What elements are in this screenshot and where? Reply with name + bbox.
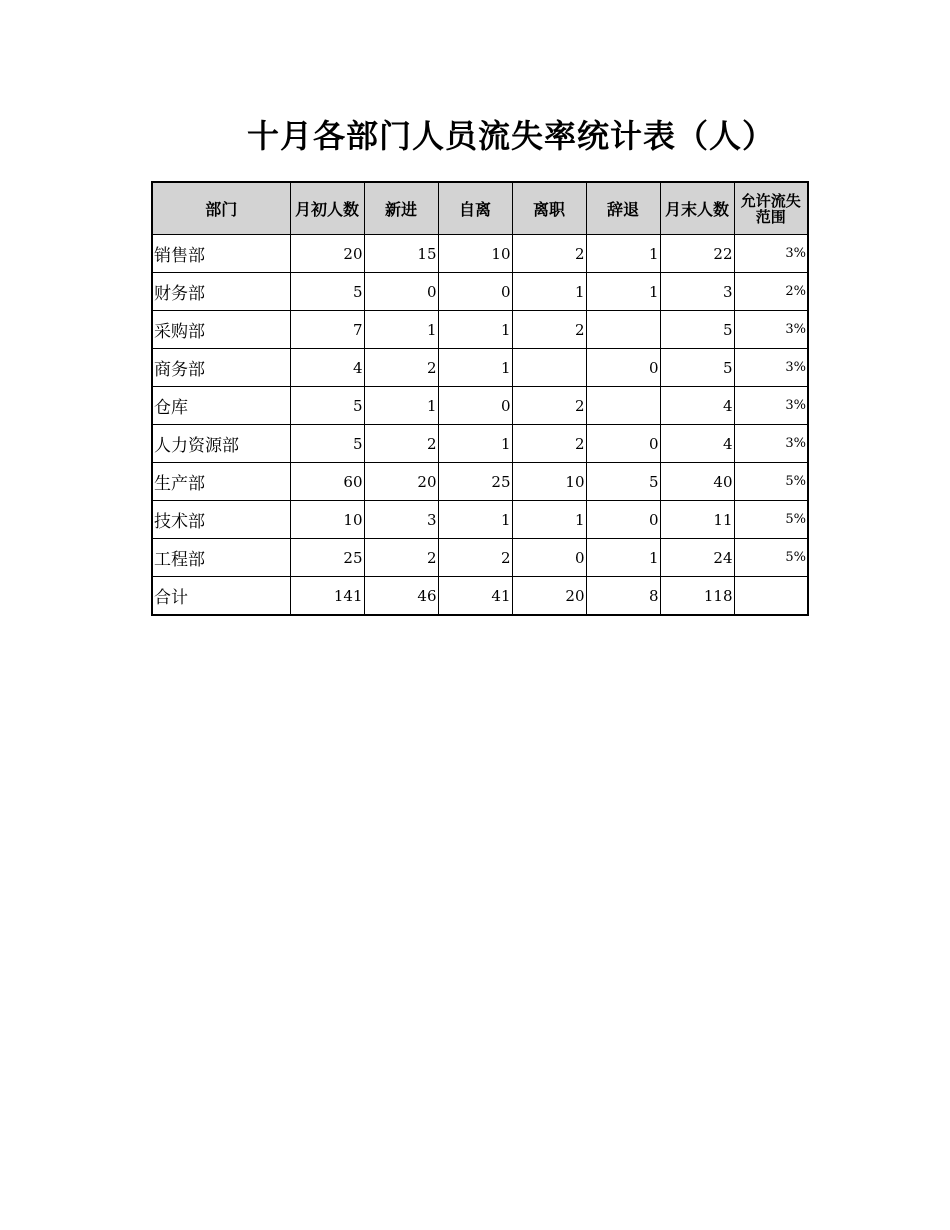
cell-start-count[interactable]: 60	[290, 463, 364, 501]
cell-end-count[interactable]: 5	[660, 311, 734, 349]
table-row	[152, 463, 808, 501]
cell-allowed-attrition[interactable]: 2%	[734, 273, 808, 311]
cell-department[interactable]: 仓库	[152, 387, 290, 425]
cell-self-leave[interactable]: 25	[438, 463, 512, 501]
cell-resigned[interactable]: 2	[512, 425, 586, 463]
cell-start-count[interactable]: 10	[290, 501, 364, 539]
header-new-hires[interactable]: 新进	[364, 182, 438, 235]
cell-dismissed[interactable]: 1	[586, 273, 660, 311]
cell-allowed-attrition[interactable]: 3%	[734, 425, 808, 463]
cell-end-count[interactable]: 4	[660, 425, 734, 463]
table-row	[152, 273, 808, 311]
header-allowed-attrition[interactable]: 允许流失范围	[734, 182, 808, 235]
cell-new-hires[interactable]: 1	[364, 387, 438, 425]
cell-department[interactable]: 技术部	[152, 501, 290, 539]
cell-allowed-attrition[interactable]: 3%	[734, 311, 808, 349]
cell-self-leave[interactable]: 10	[438, 235, 512, 273]
cell-department[interactable]: 采购部	[152, 311, 290, 349]
cell-new-hires[interactable]: 15	[364, 235, 438, 273]
cell-resigned[interactable]: 0	[512, 539, 586, 577]
cell-self-leave[interactable]: 2	[438, 539, 512, 577]
cell-resigned[interactable]: 2	[512, 387, 586, 425]
cell-resigned[interactable]: 2	[512, 235, 586, 273]
cell-end-count[interactable]: 24	[660, 539, 734, 577]
cell-total-start-count[interactable]: 141	[290, 577, 364, 616]
cell-new-hires[interactable]: 2	[364, 539, 438, 577]
cell-start-count[interactable]: 25	[290, 539, 364, 577]
cell-resigned[interactable]: 10	[512, 463, 586, 501]
cell-new-hires[interactable]: 2	[364, 425, 438, 463]
cell-total-new-hires[interactable]: 46	[364, 577, 438, 616]
header-department[interactable]: 部门	[152, 182, 290, 235]
cell-allowed-attrition[interactable]: 3%	[734, 349, 808, 387]
cell-start-count[interactable]: 5	[290, 387, 364, 425]
header-dismissed[interactable]: 辞退	[586, 182, 660, 235]
cell-new-hires[interactable]: 3	[364, 501, 438, 539]
cell-start-count[interactable]: 5	[290, 273, 364, 311]
cell-department[interactable]: 生产部	[152, 463, 290, 501]
table-row	[152, 501, 808, 539]
cell-allowed-attrition[interactable]: 3%	[734, 235, 808, 273]
cell-dismissed[interactable]: 0	[586, 501, 660, 539]
cell-end-count[interactable]: 11	[660, 501, 734, 539]
table-row	[152, 425, 808, 463]
table-row	[152, 387, 808, 425]
cell-end-count[interactable]: 3	[660, 273, 734, 311]
cell-start-count[interactable]: 4	[290, 349, 364, 387]
cell-self-leave[interactable]: 1	[438, 311, 512, 349]
cell-total-end-count[interactable]: 118	[660, 577, 734, 616]
cell-department[interactable]: 工程部	[152, 539, 290, 577]
table-row	[152, 539, 808, 577]
cell-department[interactable]: 财务部	[152, 273, 290, 311]
header-start-count[interactable]: 月初人数	[290, 182, 364, 235]
cell-self-leave[interactable]: 1	[438, 349, 512, 387]
cell-dismissed[interactable]: 1	[586, 235, 660, 273]
cell-start-count[interactable]: 7	[290, 311, 364, 349]
cell-start-count[interactable]: 5	[290, 425, 364, 463]
attrition-table	[151, 181, 809, 616]
header-end-count[interactable]: 月末人数	[660, 182, 734, 235]
cell-total-resigned[interactable]: 20	[512, 577, 586, 616]
cell-new-hires[interactable]: 0	[364, 273, 438, 311]
cell-resigned[interactable]: 2	[512, 311, 586, 349]
cell-new-hires[interactable]: 2	[364, 349, 438, 387]
cell-end-count[interactable]: 4	[660, 387, 734, 425]
cell-allowed-attrition[interactable]: 5%	[734, 539, 808, 577]
cell-resigned[interactable]: 1	[512, 273, 586, 311]
cell-department[interactable]: 商务部	[152, 349, 290, 387]
cell-department[interactable]: 销售部	[152, 235, 290, 273]
cell-new-hires[interactable]: 1	[364, 311, 438, 349]
cell-resigned[interactable]: 1	[512, 501, 586, 539]
table-row	[152, 349, 808, 387]
cell-end-count[interactable]: 40	[660, 463, 734, 501]
cell-allowed-attrition[interactable]: 5%	[734, 501, 808, 539]
cell-resigned[interactable]	[512, 349, 586, 387]
header-self-leave[interactable]: 自离	[438, 182, 512, 235]
cell-dismissed[interactable]: 5	[586, 463, 660, 501]
total-row	[152, 577, 808, 616]
cell-self-leave[interactable]: 1	[438, 501, 512, 539]
cell-end-count[interactable]: 5	[660, 349, 734, 387]
cell-allowed-attrition[interactable]: 3%	[734, 387, 808, 425]
cell-allowed-attrition[interactable]: 5%	[734, 463, 808, 501]
cell-dismissed[interactable]: 1	[586, 539, 660, 577]
cell-self-leave[interactable]: 1	[438, 425, 512, 463]
cell-new-hires[interactable]: 20	[364, 463, 438, 501]
cell-self-leave[interactable]: 0	[438, 273, 512, 311]
cell-start-count[interactable]: 20	[290, 235, 364, 273]
table-row	[152, 311, 808, 349]
cell-self-leave[interactable]: 0	[438, 387, 512, 425]
cell-total-label[interactable]: 合计	[152, 577, 290, 616]
header-resigned[interactable]: 离职	[512, 182, 586, 235]
cell-total-allowed-attrition[interactable]	[734, 577, 808, 616]
cell-dismissed[interactable]: 0	[586, 349, 660, 387]
cell-end-count[interactable]: 22	[660, 235, 734, 273]
cell-dismissed[interactable]	[586, 387, 660, 425]
cell-dismissed[interactable]	[586, 311, 660, 349]
cell-department[interactable]: 人力资源部	[152, 425, 290, 463]
cell-dismissed[interactable]: 0	[586, 425, 660, 463]
sheet-title: 十月各部门人员流失率统计表（人）	[246, 117, 775, 155]
cell-total-dismissed[interactable]: 8	[586, 577, 660, 616]
table-row	[152, 235, 808, 273]
header-row	[152, 182, 808, 235]
cell-total-self-leave[interactable]: 41	[438, 577, 512, 616]
